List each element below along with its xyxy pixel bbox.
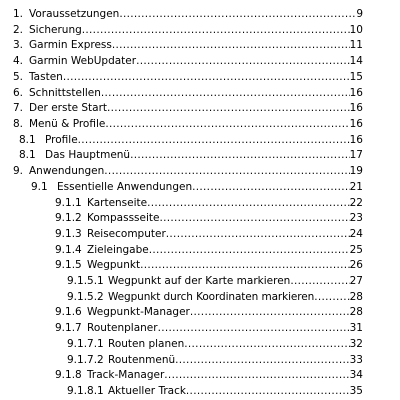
- toc-link[interactable]: [0, 100, 363, 117]
- toc-entry-aktueller-track[interactable]: [0, 383, 363, 400]
- toc-link[interactable]: [0, 6, 363, 23]
- toc-number: 8.: [13, 117, 24, 130]
- toc-link[interactable]: [0, 242, 363, 259]
- toc-page-number: 15: [349, 70, 363, 83]
- toc-page-number: 33: [349, 353, 363, 366]
- toc-page-number: 28: [349, 306, 363, 319]
- toc-title: Routenplaner: [87, 322, 158, 335]
- toc-leader-dots: [175, 352, 349, 369]
- toc-leader-dots: [314, 289, 349, 306]
- toc-page-number: 22: [349, 196, 363, 209]
- toc-entry-profile[interactable]: [0, 132, 363, 149]
- toc-leader-dots: [184, 336, 349, 353]
- toc-title: Essentielle Anwendungen: [57, 180, 193, 193]
- toc-page-number: 14: [349, 55, 363, 68]
- toc-title: Wegpunkt durch Koordinaten markieren: [108, 290, 315, 303]
- toc-leader-dots: [105, 116, 349, 133]
- toc-link[interactable]: [0, 304, 363, 321]
- toc-page-number: 16: [349, 86, 363, 99]
- toc-page-number: 35: [349, 385, 363, 397]
- toc-entry-kartenseite[interactable]: [0, 195, 363, 212]
- toc-title: Der erste Start: [29, 102, 108, 115]
- toc-page-number: 23: [349, 212, 363, 225]
- toc-page-number: 24: [349, 227, 363, 240]
- toc-link[interactable]: [0, 22, 363, 39]
- toc-entry-voraussetzungen[interactable]: [0, 6, 363, 23]
- toc-title: Garmin WebUpdater: [29, 55, 137, 68]
- toc-number: 9.1: [31, 180, 48, 193]
- toc-number: 8.1: [19, 149, 36, 162]
- toc-entry-wegpunkt-karte[interactable]: [0, 273, 363, 290]
- toc-link[interactable]: [0, 179, 363, 196]
- toc-leader-dots: [140, 257, 350, 274]
- toc-title: Menü & Profile: [29, 117, 106, 130]
- toc-title: Wegpunkt-Manager: [87, 306, 190, 319]
- toc-number: 6.: [13, 86, 24, 99]
- toc-entry-routen-planen[interactable]: [0, 336, 363, 353]
- toc-page-number: 21: [349, 180, 363, 193]
- toc-number: 9.1.7.2: [67, 353, 104, 366]
- toc-leader-dots: [63, 69, 350, 86]
- toc-title: Routen planen: [108, 337, 185, 350]
- toc-leader-dots: [192, 179, 350, 196]
- toc-leader-dots: [147, 195, 350, 212]
- toc-title: Voraussetzungen: [29, 8, 120, 20]
- toc-leader-dots: [186, 383, 350, 400]
- toc-link[interactable]: [0, 226, 363, 243]
- toc-leader-dots: [101, 85, 350, 102]
- toc-page-number: 34: [349, 369, 363, 382]
- toc-title: Aktueller Track: [108, 385, 186, 397]
- toc-entry-tasten[interactable]: [0, 69, 363, 86]
- toc-number: 9.1.2: [55, 212, 82, 225]
- toc-leader-dots: [130, 147, 350, 164]
- toc-page-number: 25: [349, 243, 363, 256]
- toc-title: Tasten: [29, 70, 63, 83]
- toc-title: Kartenseite: [87, 196, 148, 209]
- toc-title: Profile: [45, 133, 78, 146]
- toc-page-number: 19: [349, 165, 363, 178]
- toc-title: Anwendungen: [29, 165, 105, 178]
- toc-leader-dots: [290, 273, 349, 290]
- toc-number: 9.1.4: [55, 243, 82, 256]
- toc-page-number: 31: [349, 322, 363, 335]
- toc-link[interactable]: [0, 367, 363, 384]
- toc-leader-dots: [164, 367, 349, 384]
- toc-entry-schnittstellen[interactable]: [0, 85, 363, 102]
- toc-title: Reisecomputer: [87, 227, 166, 240]
- toc-entry-routenplaner[interactable]: [0, 320, 363, 337]
- toc-entry-sicherung[interactable]: [0, 22, 363, 39]
- toc-title: Schnittstellen: [29, 86, 101, 99]
- toc-number: 9.1.5: [55, 259, 82, 272]
- toc-entry-wegpunkt-koordinaten[interactable]: [0, 289, 363, 306]
- toc-number: 1.: [13, 8, 24, 20]
- toc-number: 7.: [13, 102, 24, 115]
- toc-entry-wegpunkt[interactable]: [0, 257, 363, 274]
- toc-entry-garmin-webupdater[interactable]: [0, 53, 363, 70]
- toc-entry-track-manager[interactable]: [0, 367, 363, 384]
- toc-page-number: 28: [349, 290, 363, 303]
- toc-entry-reisecomputer[interactable]: [0, 226, 363, 243]
- toc-link[interactable]: [0, 69, 363, 86]
- toc-leader-dots: [166, 226, 350, 243]
- toc-page-number: 16: [349, 117, 363, 130]
- toc-entry-menue-profile[interactable]: [0, 116, 363, 133]
- toc-entry-anwendungen[interactable]: [0, 163, 363, 180]
- toc-number: 9.1.5.1: [67, 275, 104, 288]
- toc-number: 9.1.7.1: [67, 337, 104, 350]
- toc-leader-dots: [119, 6, 356, 23]
- toc-number: 9.: [13, 165, 24, 178]
- toc-number: 9.1.8: [55, 369, 82, 382]
- toc-number: 9.1.1: [55, 196, 82, 209]
- toc-leader-dots: [149, 242, 350, 259]
- toc-entry-wegpunkt-manager[interactable]: [0, 304, 363, 321]
- toc-number: 9.1.7: [55, 322, 82, 335]
- toc-number: 2.: [13, 23, 24, 36]
- toc-page-number: 32: [349, 337, 363, 350]
- toc-title: Wegpunkt auf der Karte markieren: [108, 275, 291, 288]
- toc-entry-zieleingabe[interactable]: [0, 242, 363, 259]
- toc-page-number: 10: [349, 23, 363, 36]
- toc-number: 3.: [13, 39, 24, 52]
- toc-page-number: 26: [349, 259, 363, 272]
- toc-link[interactable]: [0, 85, 363, 102]
- toc-leader-dots: [82, 22, 350, 39]
- toc-page-number: 11: [349, 39, 363, 52]
- toc-leader-dots: [158, 320, 350, 337]
- toc-number: 5.: [13, 70, 24, 83]
- toc-link[interactable]: [0, 53, 363, 70]
- toc-title: Garmin Express: [29, 39, 112, 52]
- toc-link[interactable]: [0, 116, 363, 133]
- toc-leader-dots: [136, 53, 350, 70]
- toc-page-number: 9: [356, 8, 363, 20]
- toc-leader-dots: [104, 163, 349, 180]
- toc-link[interactable]: [0, 210, 363, 227]
- toc-link[interactable]: [0, 352, 363, 369]
- toc-page-number: 16: [349, 133, 363, 146]
- toc-entry-der-erste-start[interactable]: [0, 100, 363, 117]
- toc-number: 9.1.8.1: [67, 385, 104, 397]
- toc-link[interactable]: [0, 336, 363, 353]
- toc-link[interactable]: [0, 257, 363, 274]
- toc-leader-dots: [190, 304, 350, 321]
- toc-number: 9.1.6: [55, 306, 82, 319]
- toc-entry-das-hauptmenue[interactable]: [0, 147, 363, 164]
- toc-title: Kompassseite: [87, 212, 160, 225]
- toc-leader-dots: [78, 132, 350, 149]
- toc-title: Zieleingabe: [87, 243, 149, 256]
- toc-number: 4.: [13, 55, 24, 68]
- toc-title: Sicherung: [29, 23, 82, 36]
- toc-title: Track-Manager: [87, 369, 165, 382]
- toc-leader-dots: [107, 100, 350, 117]
- toc-link[interactable]: [0, 132, 363, 149]
- toc-link[interactable]: [0, 273, 363, 290]
- toc-number: 9.1.3: [55, 227, 82, 240]
- toc-entry-kompassseite[interactable]: [0, 210, 363, 227]
- toc-link[interactable]: [0, 37, 363, 54]
- toc-link[interactable]: [0, 320, 363, 337]
- toc-number: 9.1.5.2: [67, 290, 104, 303]
- toc-title: Das Hauptmenü: [45, 149, 131, 162]
- toc-entry-essentielle-anwendungen[interactable]: [0, 179, 363, 196]
- toc-title: Wegpunkt: [87, 259, 141, 272]
- toc-page-number: 27: [349, 275, 363, 288]
- toc-title: Routenmenü: [108, 353, 176, 366]
- toc-page-number: 17: [349, 149, 363, 162]
- toc-number: 8.1: [19, 133, 36, 146]
- toc-link[interactable]: [0, 289, 363, 306]
- toc-link[interactable]: [0, 147, 363, 164]
- toc-page-number: 16: [349, 102, 363, 115]
- toc-link[interactable]: [0, 163, 363, 180]
- toc-link[interactable]: [0, 195, 363, 212]
- toc-link[interactable]: [0, 383, 363, 400]
- toc-entry-garmin-express[interactable]: [0, 37, 363, 54]
- toc-entry-routenmenue[interactable]: [0, 352, 363, 369]
- toc-leader-dots: [159, 210, 349, 227]
- toc-leader-dots: [112, 37, 350, 54]
